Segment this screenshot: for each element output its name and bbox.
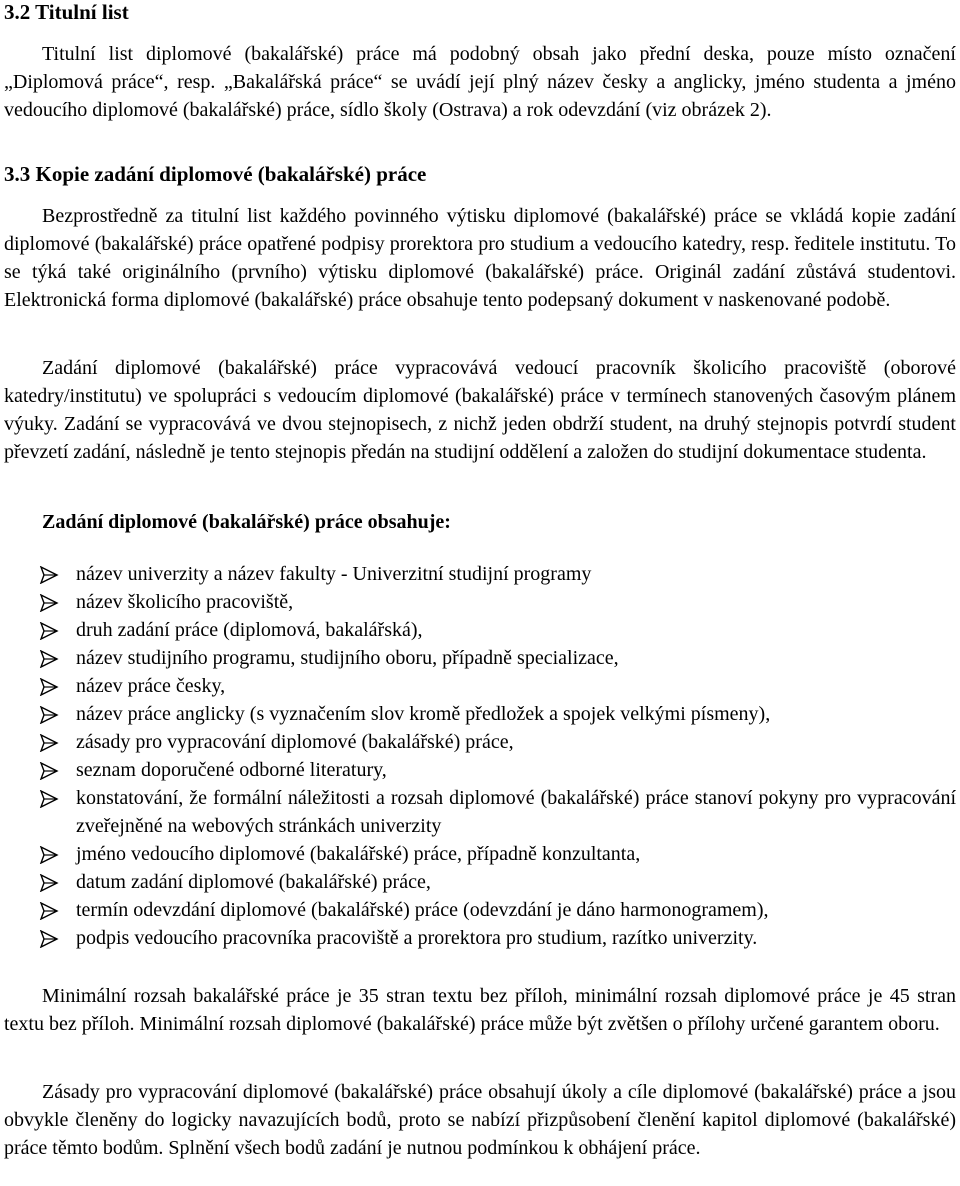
section-title-3-2: 3.2 Titulní list [4,0,129,24]
arrow-bullet-icon [39,650,59,668]
list-item-text: název školicího pracoviště, [76,591,294,613]
arrow-bullet-icon [39,762,59,780]
arrow-bullet-icon [39,594,59,612]
arrow-bullet-icon [39,846,59,864]
list-item [0,588,960,616]
list-item-text: zásady pro vypracování diplomové (bakalářské) práce, [76,731,514,753]
list-item-text: termín odevzdání diplomové (bakalářské) práce (odevzdání je dáno harmonogramem), [76,899,769,921]
paragraph-minimum-length: Minimální rozsah bakalářské práce je 35 stran textu bez příloh, minimální rozsah diplomové práce je 45 stran textu bez příloh. Minimální rozsah diplomové (bakalářské) práce může být zvětšen o přílohy určené garantem oboru. [4,985,956,1035]
list-item-text: seznam doporučené odborné literatury, [76,759,387,781]
list-item [0,924,960,952]
arrow-bullet-icon [39,678,59,696]
list-item-text: konstatování, že formální náležitosti a rozsah diplomové (bakalářské) práce stanoví pokyny pro vypracování zveřejněné na webových stránkách univerzity [76,787,956,837]
list-item [0,868,960,896]
arrow-bullet-icon [39,790,59,808]
list-heading: Zadání diplomové (bakalářské) práce obsahuje: [42,511,451,533]
arrow-bullet-icon [39,734,59,752]
paragraph-principles: Zásady pro vypracování diplomové (bakalářské) práce obsahují úkoly a cíle diplomové (bakalářské) práce a jsou obvykle členěny do logicky navazujících bodů, proto se nabízí přizpůsobení členění kapitol diplomové (bakalářské) práce těmto bodům. Splnění všech bodů zadání je nutnou podmínkou k obhájení práce. [4,1081,956,1159]
list-item [0,616,960,644]
arrow-bullet-icon [39,930,59,948]
list-item-text: název práce anglicky (s vyznačením slov kromě předložek a spojek velkými písmeny), [76,703,771,725]
list-item [0,560,960,588]
paragraph-assignment-process: Zadání diplomové (bakalářské) práce vypracovává vedoucí pracovník školicího pracoviště (oborové katedry/institutu) ve spolupráci s vedoucím diplomové (bakalářské) práce v termínech stanovených časovým plánem výuky. Zadání se vypracovává ve dvou stejnopisech, z nichž jeden obdrží student, na druhý stejnopis potvrdí student převzetí zadání, následně je tento stejnopis předán na studijní oddělení a založen do studijní dokumentace studenta. [4,357,956,463]
list-item [0,840,960,868]
list-item [0,700,960,728]
list-item [0,728,960,756]
arrow-bullet-icon [39,622,59,640]
paragraph-assignment-copy: Bezprostředně za titulní list každého povinného výtisku diplomové (bakalářské) práce se vkládá kopie zadání diplomové (bakalářské) práce opatřené podpisy prorektora pro studium a vedoucího katedry, resp. ředitele institutu. To se týká také originálního (prvního) výtisku diplomové (bakalářské) práce. Originál zadání zůstává studentovi. Elektronická forma diplomové (bakalářské) práce obsahuje tento podepsaný dokument v naskenované podobě. [4,205,956,311]
arrow-bullet-icon [39,566,59,584]
list-item-text: název univerzity a název fakulty - Univerzitní studijní programy [76,563,592,585]
list-item-text: podpis vedoucího pracovníka pracoviště a prorektora pro studium, razítko univerzity. [76,927,758,949]
list-item [0,644,960,672]
arrow-bullet-icon [39,706,59,724]
list-item [0,784,960,840]
list-item [0,672,960,700]
assignment-contents-list [0,560,960,952]
list-item-text: název studijního programu, studijního oboru, případně specializace, [76,647,619,669]
list-item-text: název práce česky, [76,675,226,697]
arrow-bullet-icon [39,874,59,892]
list-item [0,756,960,784]
section-title-3-3: 3.3 Kopie zadání diplomové (bakalářské) práce [4,162,427,186]
list-item [0,896,960,924]
paragraph-title-page: Titulní list diplomové (bakalářské) práce má podobný obsah jako přední deska, pouze místo označení „Diplomová práce“, resp. „Bakalářská práce“ se uvádí její plný název česky a anglicky, jméno studenta a jméno vedoucího diplomové (bakalářské) práce, sídlo školy (Ostrava) a rok odevzdání (viz obrázek 2). [4,43,956,121]
list-item-text: datum zadání diplomové (bakalářské) práce, [76,871,431,893]
list-item-text: jméno vedoucího diplomové (bakalářské) práce, případně konzultanta, [76,843,641,865]
arrow-bullet-icon [39,902,59,920]
list-item-text: druh zadání práce (diplomová, bakalářská), [76,619,423,641]
